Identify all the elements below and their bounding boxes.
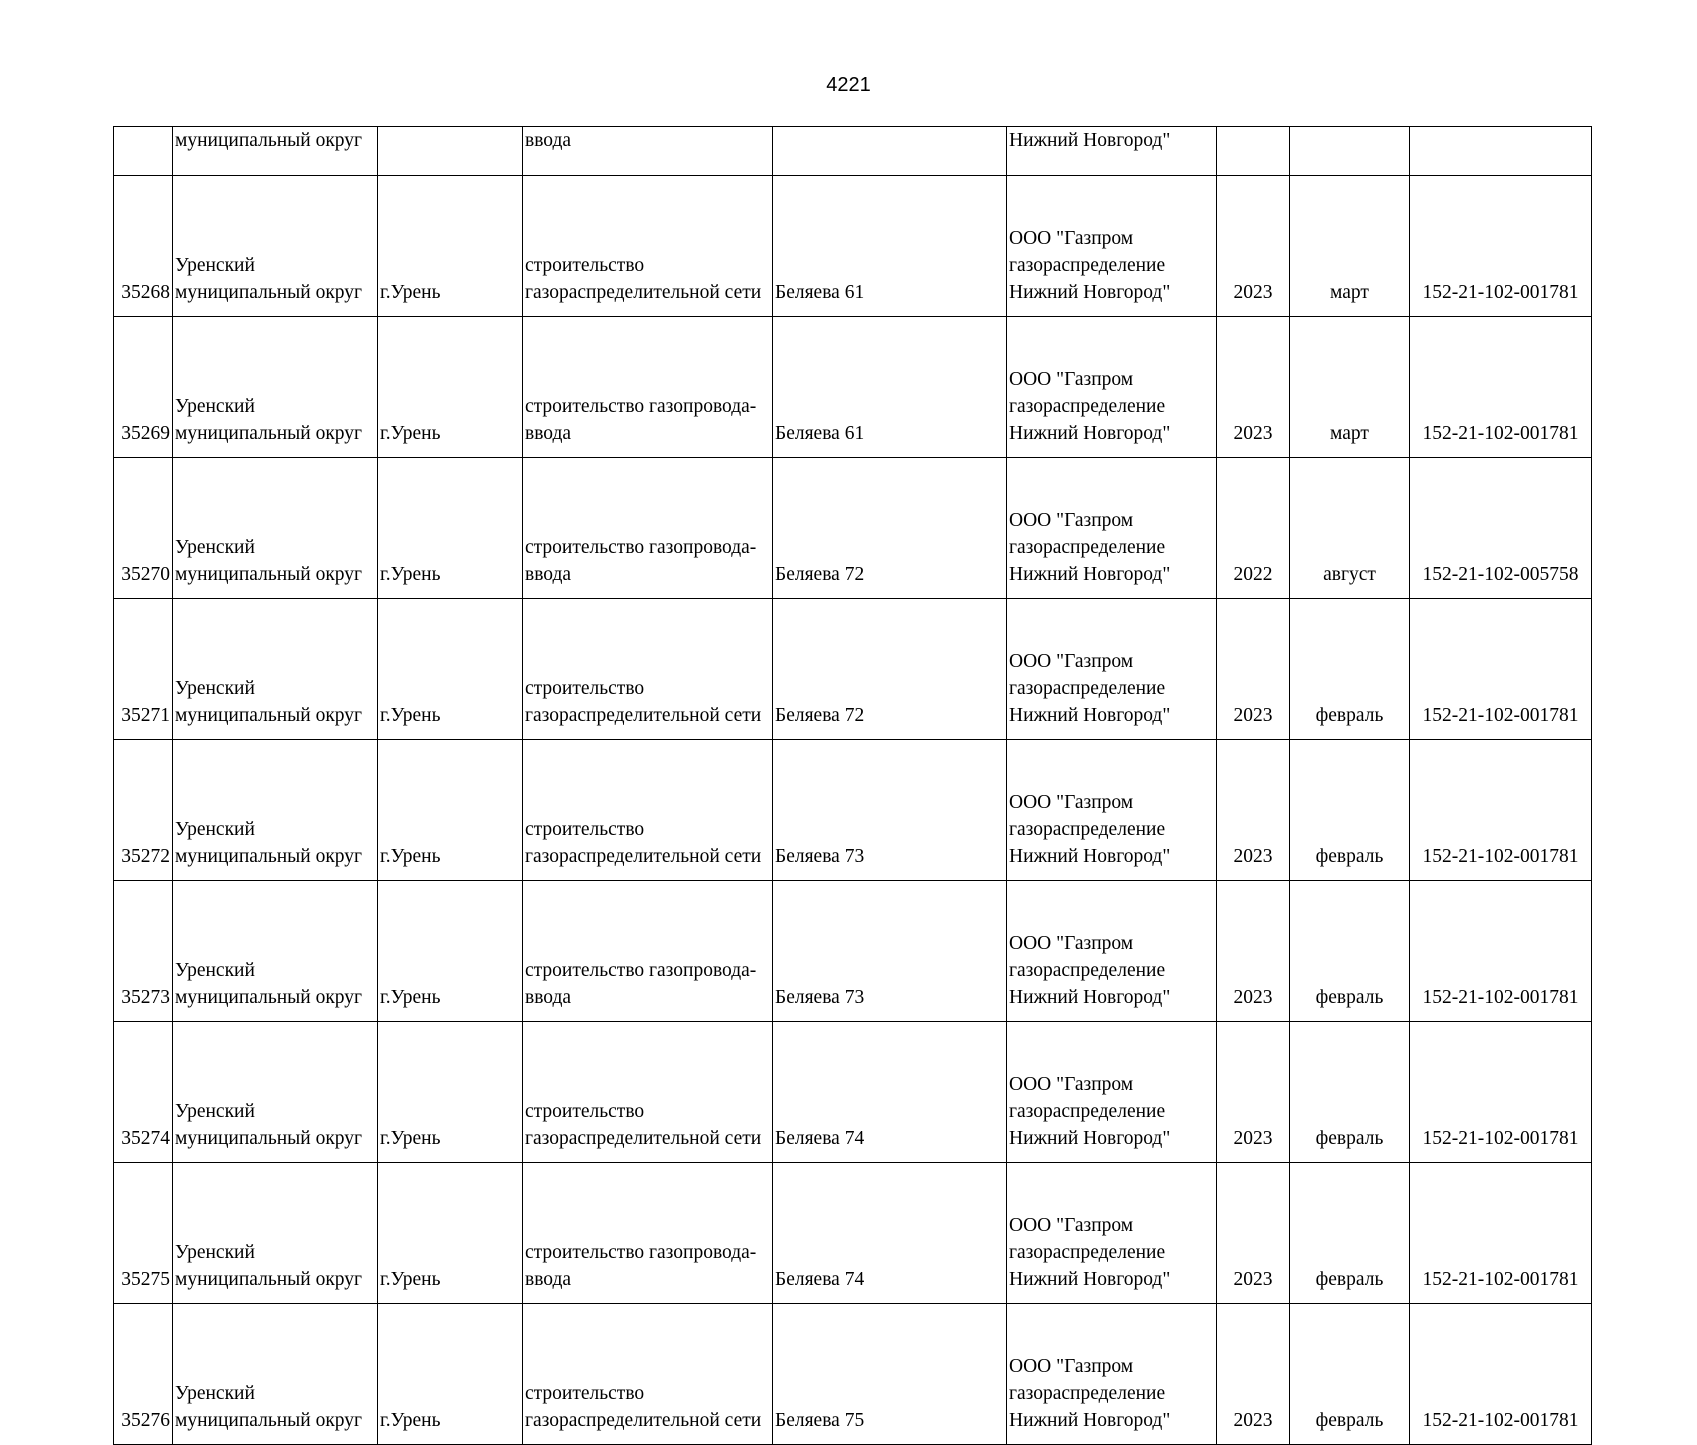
cell-line: муниципальный округ — [175, 1128, 363, 1149]
cell-num: 35269 — [114, 317, 173, 458]
cell-line: газораспределение — [1009, 678, 1166, 699]
cell-line: строительство — [525, 678, 645, 699]
cell-line: газораспределение — [1009, 1383, 1166, 1404]
table-row — [114, 1304, 1592, 1445]
cell-district — [173, 127, 378, 176]
cell-line: Нижний Новгород" — [1009, 1410, 1171, 1431]
cell-line: газораспределение — [1009, 255, 1166, 276]
cell-line: муниципальный округ — [175, 564, 363, 585]
cell-line: строительство газопровода- — [525, 1242, 757, 1263]
cell-line: газораспределение — [1009, 819, 1166, 840]
cell-operator — [1007, 881, 1217, 1022]
cell-line: газораспределение — [1009, 396, 1166, 417]
cell-operator — [1007, 127, 1217, 176]
cell-city: г.Урень — [378, 599, 523, 740]
cell-line: ООО "Газпром — [1009, 510, 1134, 531]
cell-address: Беляева 72 — [773, 599, 1007, 740]
cell-work — [523, 1022, 773, 1163]
cell-num: 35268 — [114, 176, 173, 317]
gas-network-table — [113, 126, 1592, 1445]
cell-line: строительство — [525, 1101, 645, 1122]
cell-line: муниципальный округ — [175, 1269, 363, 1290]
cell-line: Уренский — [175, 537, 255, 558]
cell-address — [773, 127, 1007, 176]
cell-work — [523, 740, 773, 881]
cell-line: строительство — [525, 819, 645, 840]
cell-line: Уренский — [175, 255, 255, 276]
cell-line: строительство газопровода- — [525, 396, 757, 417]
cell-operator — [1007, 1163, 1217, 1304]
table-row — [114, 881, 1592, 1022]
cell-line: строительство — [525, 255, 645, 276]
cell-year: 2023 — [1217, 1022, 1290, 1163]
cell-line: Нижний Новгород" — [1009, 130, 1171, 151]
cell-city — [378, 127, 523, 176]
cell-line: муниципальный округ — [175, 423, 363, 444]
cell-line: муниципальный округ — [175, 282, 363, 303]
cell-year: 2023 — [1217, 740, 1290, 881]
cell-code: 152-21-102-001781 — [1410, 176, 1592, 317]
cell-year: 2023 — [1217, 1304, 1290, 1445]
cell-code: 152-21-102-001781 — [1410, 317, 1592, 458]
cell-line: Уренский — [175, 1101, 255, 1122]
cell-district — [173, 1304, 378, 1445]
cell-address: Беляева 61 — [773, 176, 1007, 317]
cell-city: г.Урень — [378, 1304, 523, 1445]
cell-line: газораспределительной сети — [525, 282, 762, 303]
cell-line: газораспределение — [1009, 537, 1166, 558]
cell-line: газораспределительной сети — [525, 1128, 762, 1149]
cell-city: г.Урень — [378, 176, 523, 317]
cell-city: г.Урень — [378, 881, 523, 1022]
cell-line: муниципальный округ — [175, 1410, 363, 1431]
cell-operator — [1007, 458, 1217, 599]
cell-district — [173, 176, 378, 317]
cell-line: Уренский — [175, 396, 255, 417]
cell-address: Беляева 72 — [773, 458, 1007, 599]
cell-work — [523, 127, 773, 176]
cell-month: февраль — [1290, 740, 1410, 881]
cell-year: 2023 — [1217, 599, 1290, 740]
cell-num — [114, 127, 173, 176]
cell-operator — [1007, 740, 1217, 881]
cell-line: ООО "Газпром — [1009, 369, 1134, 390]
cell-line: Нижний Новгород" — [1009, 564, 1171, 585]
cell-work — [523, 1304, 773, 1445]
cell-address: Беляева 74 — [773, 1163, 1007, 1304]
cell-num: 35276 — [114, 1304, 173, 1445]
cell-operator — [1007, 1022, 1217, 1163]
cell-address: Беляева 74 — [773, 1022, 1007, 1163]
cell-code: 152-21-102-001781 — [1410, 1022, 1592, 1163]
cell-code — [1410, 127, 1592, 176]
cell-operator — [1007, 1304, 1217, 1445]
cell-city: г.Урень — [378, 1163, 523, 1304]
cell-code: 152-21-102-001781 — [1410, 1163, 1592, 1304]
cell-district — [173, 881, 378, 1022]
cell-line: муниципальный округ — [175, 987, 363, 1008]
cell-month: февраль — [1290, 599, 1410, 740]
table-body — [114, 127, 1592, 1445]
cell-line: Нижний Новгород" — [1009, 1128, 1171, 1149]
cell-line: Уренский — [175, 678, 255, 699]
cell-district — [173, 458, 378, 599]
cell-line: Уренский — [175, 1383, 255, 1404]
cell-address: Беляева 75 — [773, 1304, 1007, 1445]
cell-month: март — [1290, 317, 1410, 458]
cell-num: 35275 — [114, 1163, 173, 1304]
cell-code: 152-21-102-005758 — [1410, 458, 1592, 599]
cell-line: ООО "Газпром — [1009, 933, 1134, 954]
cell-line: строительство газопровода- — [525, 960, 757, 981]
table-row — [114, 176, 1592, 317]
cell-city: г.Урень — [378, 458, 523, 599]
cell-line: ООО "Газпром — [1009, 228, 1134, 249]
cell-line: строительство газопровода- — [525, 537, 757, 558]
cell-year: 2023 — [1217, 176, 1290, 317]
cell-line: ввода — [525, 987, 572, 1008]
cell-month: февраль — [1290, 1163, 1410, 1304]
cell-line: Нижний Новгород" — [1009, 846, 1171, 867]
table-row — [114, 599, 1592, 740]
cell-line: Нижний Новгород" — [1009, 282, 1171, 303]
cell-operator — [1007, 317, 1217, 458]
cell-work — [523, 458, 773, 599]
cell-work — [523, 599, 773, 740]
cell-month: март — [1290, 176, 1410, 317]
cell-month: февраль — [1290, 1304, 1410, 1445]
cell-num: 35272 — [114, 740, 173, 881]
cell-line: ООО "Газпром — [1009, 1356, 1134, 1377]
cell-line: Нижний Новгород" — [1009, 423, 1171, 444]
cell-year: 2022 — [1217, 458, 1290, 599]
cell-num: 35270 — [114, 458, 173, 599]
cell-month: август — [1290, 458, 1410, 599]
cell-line: строительство — [525, 1383, 645, 1404]
cell-district — [173, 1022, 378, 1163]
cell-year: 2023 — [1217, 317, 1290, 458]
cell-work — [523, 317, 773, 458]
cell-line: ООО "Газпром — [1009, 792, 1134, 813]
cell-work — [523, 881, 773, 1022]
cell-line: ввода — [525, 423, 572, 444]
cell-num: 35274 — [114, 1022, 173, 1163]
cell-line: ООО "Газпром — [1009, 1074, 1134, 1095]
cell-line: Нижний Новгород" — [1009, 987, 1171, 1008]
table-row — [114, 317, 1592, 458]
cell-line: газораспределение — [1009, 1101, 1166, 1122]
cell-num: 35273 — [114, 881, 173, 1022]
cell-year — [1217, 127, 1290, 176]
cell-line: муниципальный округ — [175, 705, 363, 726]
cell-district — [173, 1163, 378, 1304]
cell-city: г.Урень — [378, 317, 523, 458]
cell-city: г.Урень — [378, 1022, 523, 1163]
cell-year: 2023 — [1217, 1163, 1290, 1304]
cell-line: муниципальный округ — [175, 130, 363, 151]
cell-line: газораспределение — [1009, 960, 1166, 981]
cell-code: 152-21-102-001781 — [1410, 1304, 1592, 1445]
table-row — [114, 740, 1592, 881]
table-row — [114, 458, 1592, 599]
table-row — [114, 1022, 1592, 1163]
cell-code: 152-21-102-001781 — [1410, 599, 1592, 740]
cell-address: Беляева 61 — [773, 317, 1007, 458]
cell-line: Нижний Новгород" — [1009, 1269, 1171, 1290]
cell-line: газораспределение — [1009, 1242, 1166, 1263]
cell-line: Нижний Новгород" — [1009, 705, 1171, 726]
cell-line: Уренский — [175, 819, 255, 840]
cell-operator — [1007, 176, 1217, 317]
cell-code: 152-21-102-001781 — [1410, 881, 1592, 1022]
cell-address: Беляева 73 — [773, 740, 1007, 881]
cell-month — [1290, 127, 1410, 176]
cell-district — [173, 599, 378, 740]
cell-work — [523, 176, 773, 317]
cell-month: февраль — [1290, 881, 1410, 1022]
table-row — [114, 1163, 1592, 1304]
cell-operator — [1007, 599, 1217, 740]
cell-address: Беляева 73 — [773, 881, 1007, 1022]
cell-line: газораспределительной сети — [525, 846, 762, 867]
page-number: 4221 — [826, 74, 871, 96]
cell-line: ввода — [525, 130, 572, 151]
cell-line: муниципальный округ — [175, 846, 363, 867]
cell-month: февраль — [1290, 1022, 1410, 1163]
cell-line: Уренский — [175, 960, 255, 981]
cell-line: ввода — [525, 564, 572, 585]
continuation-row — [114, 127, 1592, 176]
cell-num: 35271 — [114, 599, 173, 740]
cell-line: газораспределительной сети — [525, 705, 762, 726]
cell-line: ООО "Газпром — [1009, 651, 1134, 672]
cell-work — [523, 1163, 773, 1304]
cell-code: 152-21-102-001781 — [1410, 740, 1592, 881]
cell-line: ввода — [525, 1269, 572, 1290]
cell-year: 2023 — [1217, 881, 1290, 1022]
cell-line: Уренский — [175, 1242, 255, 1263]
cell-district — [173, 317, 378, 458]
cell-city: г.Урень — [378, 740, 523, 881]
cell-line: ООО "Газпром — [1009, 1215, 1134, 1236]
cell-line: газораспределительной сети — [525, 1410, 762, 1431]
cell-district — [173, 740, 378, 881]
